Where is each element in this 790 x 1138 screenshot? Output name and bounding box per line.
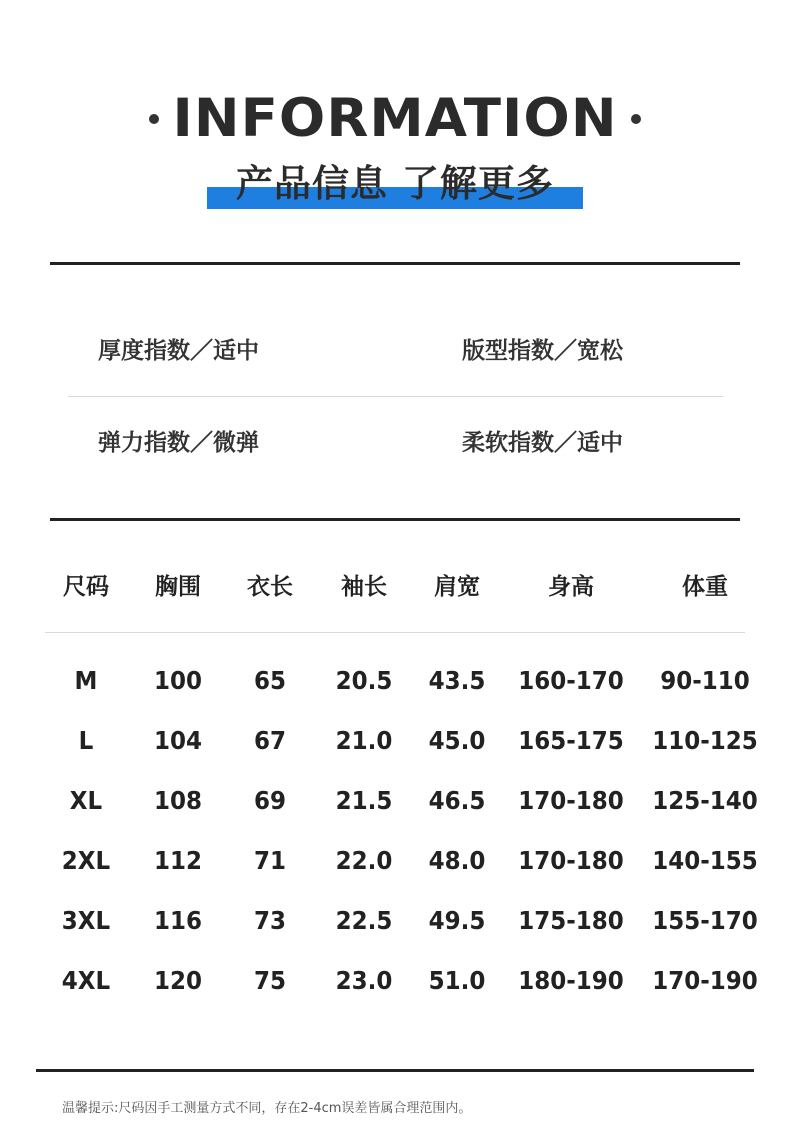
table-cell: 140-155	[652, 846, 758, 875]
attribute-thickness: 厚度指数／适中	[98, 338, 259, 364]
attribute-softness: 柔软指数／适中	[462, 430, 623, 456]
table-cell: 22.0	[335, 846, 393, 875]
table-cell: 160-170	[518, 666, 624, 695]
divider-attributes	[68, 396, 723, 397]
table-cell: 180-190	[518, 966, 624, 995]
right-dot-icon	[631, 114, 641, 124]
table-cell: 20.5	[335, 666, 393, 695]
table-cell: 71	[253, 846, 286, 875]
table-cell: 4XL	[61, 966, 111, 995]
column-header-height: 身高	[548, 574, 594, 600]
table-cell: 75	[253, 966, 286, 995]
table-cell: 170-180	[518, 846, 624, 875]
table-cell: 170-190	[652, 966, 758, 995]
table-cell: 116	[153, 906, 203, 935]
table-cell: XL	[69, 786, 103, 815]
table-cell: 21.0	[335, 726, 393, 755]
column-header-shoulder: 肩宽	[434, 574, 480, 600]
table-cell: 23.0	[335, 966, 393, 995]
column-header-sleeve: 袖长	[341, 574, 387, 600]
table-cell: 104	[153, 726, 203, 755]
divider-middle	[50, 518, 740, 521]
column-header-weight: 体重	[682, 574, 728, 600]
table-cell: 170-180	[518, 786, 624, 815]
page-title: INFORMATION	[172, 88, 618, 149]
table-cell: 165-175	[518, 726, 624, 755]
column-header-chest: 胸围	[155, 574, 201, 600]
table-cell: 100	[153, 666, 203, 695]
table-cell: 90-110	[660, 666, 750, 695]
table-cell: 48.0	[428, 846, 486, 875]
divider-bottom	[36, 1069, 754, 1072]
table-cell: 46.5	[428, 786, 486, 815]
table-cell: 2XL	[61, 846, 111, 875]
table-cell: 43.5	[428, 666, 486, 695]
column-header-length: 衣长	[247, 574, 293, 600]
table-cell: 112	[153, 846, 203, 875]
table-cell: 65	[253, 666, 286, 695]
table-cell: 45.0	[428, 726, 486, 755]
divider-table-header	[45, 632, 745, 633]
table-cell: 175-180	[518, 906, 624, 935]
attribute-fit: 版型指数／宽松	[462, 338, 623, 364]
table-cell: 120	[153, 966, 203, 995]
page-subtitle: 产品信息 了解更多	[236, 162, 554, 205]
table-cell: 69	[253, 786, 286, 815]
left-dot-icon	[149, 114, 159, 124]
header-title-row	[0, 84, 790, 154]
table-cell: 21.5	[335, 786, 393, 815]
column-header-size: 尺码	[63, 574, 109, 600]
table-cell: 67	[253, 726, 286, 755]
attribute-elasticity: 弹力指数／微弹	[98, 430, 259, 456]
table-cell: 73	[253, 906, 286, 935]
measurement-note: 温馨提示:尺码因手工测量方式不同，存在2-4cm误差皆属合理范围内。	[62, 1101, 472, 1116]
table-cell: 22.5	[335, 906, 393, 935]
table-cell: L	[78, 726, 94, 755]
table-cell: 3XL	[61, 906, 111, 935]
table-cell: 155-170	[652, 906, 758, 935]
table-cell: 49.5	[428, 906, 486, 935]
table-cell: 108	[153, 786, 203, 815]
divider-top	[50, 262, 740, 265]
table-cell: 110-125	[652, 726, 758, 755]
table-cell: 51.0	[428, 966, 486, 995]
table-cell: M	[74, 666, 98, 695]
table-cell: 125-140	[652, 786, 758, 815]
